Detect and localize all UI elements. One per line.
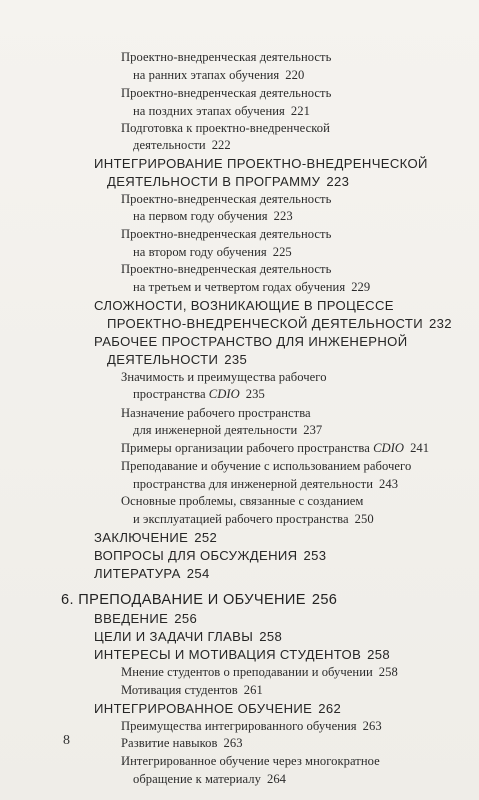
toc-entry: [107, 352, 247, 367]
toc-entry-page: 263: [223, 736, 243, 750]
toc-entry: [133, 138, 231, 153]
toc-entry-title: ЦЕЛИ И ЗАДАЧИ ГЛАВЫ: [94, 629, 254, 644]
toc-entry-title: на ранних этапах обучения: [133, 68, 280, 82]
toc-entry-title: на первом году обучения: [133, 209, 268, 223]
toc-entry: [94, 548, 326, 563]
toc-entry: [121, 227, 331, 242]
toc-entry: [121, 262, 331, 277]
toc-entry: [94, 156, 428, 171]
toc-entry-page: 250: [354, 512, 374, 526]
toc-entry: [94, 298, 394, 313]
toc-entry-title: деятельности: [133, 138, 206, 152]
toc-entry-page: 220: [285, 68, 305, 82]
toc-entry: [94, 566, 210, 581]
toc-entry: [107, 174, 349, 189]
toc-entry-page: 256: [174, 611, 198, 626]
toc-entry: [94, 647, 390, 662]
toc-entry: [61, 592, 337, 608]
toc-entry-title: Мотивация студентов: [121, 683, 238, 697]
toc-entry-title: ИНТЕГРИРОВАНИЕ ПРОЕКТНО-ВНЕДРЕНЧЕСКОЙ: [94, 156, 428, 171]
toc-entry-page: 258: [367, 647, 391, 662]
toc-entry-title: на втором году обучения: [133, 245, 267, 259]
toc-entry-page: 221: [290, 104, 310, 118]
toc-entry: [133, 477, 398, 492]
toc-entry-title: пространства для инженерной деятельности: [133, 477, 374, 491]
toc-entry: [133, 423, 322, 438]
toc-entry: [94, 611, 197, 626]
toc-entry-page: 243: [379, 477, 399, 491]
toc-entry-title: ЗАКЛЮЧЕНИЕ: [94, 530, 189, 545]
toc-entry-page: 223: [273, 209, 293, 223]
toc-entry: [121, 736, 243, 751]
toc-entry-title: пространства CDIO: [133, 387, 240, 401]
toc-entry-page: 237: [303, 423, 323, 437]
toc-entry: [121, 121, 330, 136]
toc-entry-title: и эксплуатацией рабочего пространства: [133, 512, 349, 526]
toc-entry-title: обращение к материалу: [133, 772, 261, 786]
toc-entry-title: Подготовка к проектно-внедренческой: [121, 121, 330, 135]
toc-entry: [133, 209, 293, 224]
toc-entry: [121, 406, 311, 421]
toc-entry-page: 263: [362, 719, 382, 733]
toc-entry: [133, 280, 370, 295]
toc-entry-title: 6. ПРЕПОДАВАНИЕ И ОБУЧЕНИЕ: [61, 592, 306, 608]
toc-entry-page: 222: [211, 138, 231, 152]
toc-entry-page: 256: [311, 592, 338, 608]
toc-entry-page: 261: [243, 683, 263, 697]
toc-entry-title: Проектно-внедренческая деятельность: [121, 86, 332, 100]
page-number: 8: [63, 733, 70, 748]
toc-entry-title: Проектно-внедренческая деятельность: [121, 192, 332, 206]
toc-entry: [121, 86, 331, 101]
toc-entry-title: ВВЕДЕНИЕ: [94, 611, 169, 626]
toc-entry: [133, 245, 292, 260]
toc-entry: [94, 530, 217, 545]
toc-entry: [94, 334, 407, 349]
toc-entry: [133, 772, 286, 787]
toc-entry-title: ДЕЯТЕЛЬНОСТИ В ПРОГРАММУ: [107, 174, 321, 189]
toc-entry-page: 232: [429, 316, 452, 331]
toc-entry: [133, 68, 304, 83]
toc-entry-title: Основные проблемы, связанные с созданием: [121, 494, 364, 508]
toc-entry-title: Интегрированное обучение через многократное: [121, 754, 380, 768]
toc-entry: [121, 370, 327, 385]
toc-entry-page: 258: [259, 629, 283, 644]
toc-entry-page: 235: [224, 352, 248, 367]
toc-entry-title: СЛОЖНОСТИ, ВОЗНИКАЮЩИЕ В ПРОЦЕССЕ: [94, 298, 394, 313]
toc-entry-title: Проектно-внедренческая деятельность: [121, 227, 332, 241]
toc-entry: [121, 494, 363, 509]
toc-entry: [107, 316, 452, 331]
toc-entry-title: ИНТЕГРИРОВАННОЕ ОБУЧЕНИЕ: [94, 701, 313, 716]
toc-entry: [133, 387, 265, 402]
toc-entry: [133, 512, 374, 527]
toc-entry-title: Проектно-внедренческая деятельность: [121, 50, 332, 64]
toc-entry-title: на третьем и четвертом годах обучения: [133, 280, 346, 294]
toc-entry: [133, 104, 310, 119]
toc-entry: [121, 192, 331, 207]
toc-entry-title: Проектно-внедренческая деятельность: [121, 262, 332, 276]
toc-entry-title: Примеры организации рабочего пространства CDIO: [121, 441, 405, 455]
toc-entry-page: 225: [272, 245, 292, 259]
toc-entry-title: на поздних этапах обучения: [133, 104, 285, 118]
toc-entry: [121, 459, 411, 474]
toc-entry-title: ВОПРОСЫ ДЛЯ ОБСУЖДЕНИЯ: [94, 548, 298, 563]
toc-entry-page: 252: [194, 530, 218, 545]
toc-entry-title: Развитие навыков: [121, 736, 218, 750]
toc-entry-page: 229: [351, 280, 371, 294]
toc-entry-title: Назначение рабочего пространства: [121, 406, 311, 420]
toc-entry-page: 258: [378, 665, 398, 679]
toc-entry-title: Преимущества интегрированного обучения: [121, 719, 357, 733]
toc-entry-title: Преподавание и обучение с использованием рабочего: [121, 459, 412, 473]
toc-entry-title: ИНТЕРЕСЫ И МОТИВАЦИЯ СТУДЕНТОВ: [94, 647, 362, 662]
toc-entry-page: 253: [303, 548, 327, 563]
toc-entry: [121, 754, 380, 769]
toc-entry-page: 264: [266, 772, 287, 786]
toc-entry-title: ПРОЕКТНО-ВНЕДРЕНЧЕСКОЙ ДЕЯТЕЛЬНОСТИ: [107, 316, 424, 331]
toc-entry-title: ДЕЯТЕЛЬНОСТИ: [107, 352, 219, 367]
toc-entry-page: 241: [410, 441, 430, 455]
toc-entry-title: для инженерной деятельности: [133, 423, 298, 437]
toc-entry-title: ЛИТЕРАТУРА: [94, 566, 181, 581]
toc-entry: [121, 665, 398, 680]
toc-entry-page: 235: [245, 387, 265, 401]
toc-entry-title: РАБОЧЕЕ ПРОСТРАНСТВО ДЛЯ ИНЖЕНЕРНОЙ: [94, 334, 408, 349]
toc-entry-page: 262: [318, 701, 342, 716]
toc-entry-title: Значимость и преимущества рабочего: [121, 370, 327, 384]
toc-entry: [121, 441, 429, 456]
toc-entry-title: Мнение студентов о преподавании и обучении: [121, 665, 373, 679]
toc-entry: [121, 683, 263, 698]
toc-entry: [121, 719, 382, 734]
toc-entry-page: 254: [186, 566, 210, 581]
toc-entry-page: 223: [326, 174, 350, 189]
toc-entry: [121, 50, 331, 65]
toc-entry: [94, 629, 282, 644]
toc-entry: [94, 701, 341, 716]
